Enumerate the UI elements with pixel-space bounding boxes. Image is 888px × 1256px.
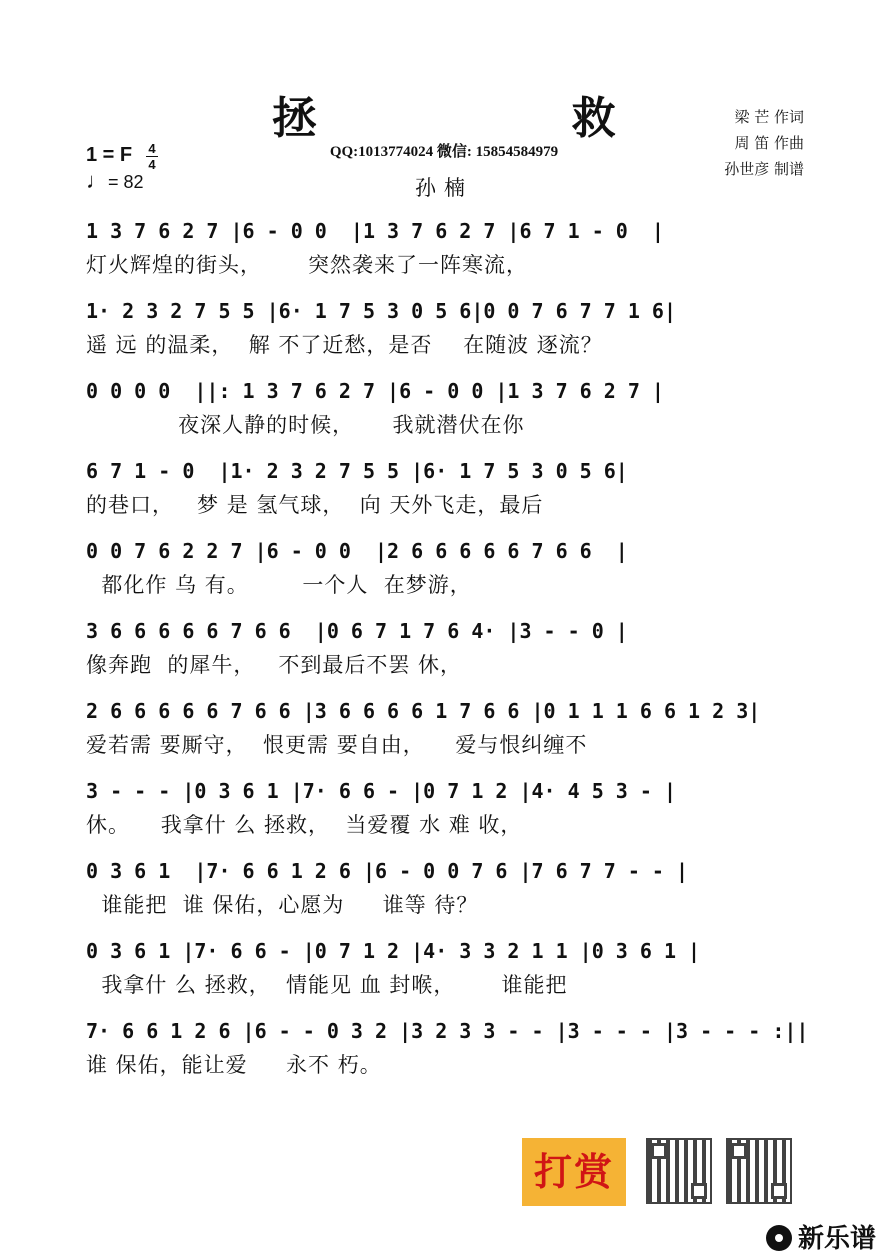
notation-line: 1· 2 3 2 7 5 5 |6· 1 7 5 3 0 5 6|0 0 7 6 7 7 1 6| — [86, 299, 677, 323]
time-bottom: 4 — [148, 157, 156, 172]
notation-line: 0 3 6 1 |7· 6 6 1 2 6 |6 - 0 0 7 6 |7 6 7 7 - - | — [86, 859, 689, 883]
arranger: 孙世彦 制谱 — [724, 160, 804, 178]
lyrics-line: 都化作 乌 有。 一个人 在梦游， — [86, 573, 472, 597]
tempo-marking — [86, 168, 144, 194]
brand-name: 新乐谱 — [797, 1224, 876, 1254]
lyrics-line: 的巷口， 梦 是 氢气球， 向 天外飞走，最后 — [86, 493, 544, 517]
notation-line: 3 - - - |0 3 6 1 |7· 6 6 - |0 7 1 2 |4· 4 5 3 - | — [86, 779, 677, 803]
lyricist: 梁 芒 作词 — [734, 108, 804, 126]
score-row — [86, 214, 808, 282]
notation-line: 0 0 0 0 ||: 1 3 7 6 2 7 |6 - 0 0 |1 3 7 6 2 7 | — [86, 379, 664, 403]
lyrics-line: 遥 远 的温柔， 解 不了近愁，是否 在随波 逐流？ — [86, 333, 603, 357]
lyrics-line: 我拿什 么 拯救， 情能见 血 封喉， 谁能把 — [86, 973, 568, 997]
contact-info: QQ:1013774024 微信: 15854584979 — [329, 144, 559, 160]
lyrics-line: 爱若需 要厮守， 恨更需 要自由， 爱与恨纠缠不 — [86, 733, 588, 757]
key-signature: 1 = F — [86, 144, 133, 166]
lyrics-line: 灯火辉煌的街头， 突然袭来了一阵寒流， — [86, 253, 529, 277]
score-row — [86, 694, 808, 762]
qr-code-2-icon — [726, 1138, 792, 1204]
reward-button[interactable]: 打赏 — [522, 1138, 626, 1206]
score-row — [86, 454, 808, 522]
tempo-value: = 82 — [108, 172, 144, 192]
qr-code-1-icon — [646, 1138, 712, 1204]
quarter-note-icon: ♩ — [86, 168, 108, 193]
song-title: 拯 救 — [272, 93, 736, 144]
notation-line: 3 6 6 6 6 6 7 6 6 |0 6 7 1 7 6 4· |3 - - 0 | — [86, 619, 628, 643]
score-row — [86, 374, 808, 442]
singer-name: 孙楠 — [415, 176, 473, 200]
vinyl-disc-icon — [766, 1225, 792, 1251]
notation-line: 1 3 7 6 2 7 |6 - 0 0 |1 3 7 6 2 7 |6 7 1 - 0 | — [86, 219, 664, 243]
notation-line: 6 7 1 - 0 |1· 2 3 2 7 5 5 |6· 1 7 5 3 0 5 6| — [86, 459, 628, 483]
time-signature — [146, 142, 158, 171]
lyrics-line: 谁能把 谁 保佑，心愿为 谁等 待？ — [86, 893, 479, 917]
score-row — [86, 614, 808, 682]
notation-line: 7· 6 6 1 2 6 |6 - - 0 3 2 |3 2 3 3 - - |3 - - - |3 - - - :|| — [86, 1019, 809, 1043]
score-row — [86, 294, 808, 362]
notation-line: 0 0 7 6 2 2 7 |6 - 0 0 |2 6 6 6 6 6 7 6 6 | — [86, 539, 628, 563]
score-row — [86, 774, 808, 842]
lyrics-line: 夜深人静的时候， 我就潜伏在你 — [86, 413, 525, 437]
score-row — [86, 534, 808, 602]
lyrics-line: 谁 保佑，能让爱 永不 朽。 — [86, 1053, 382, 1077]
lyrics-line: 休。 我拿什 么 拯救， 当爱覆 水 难 收， — [86, 813, 523, 837]
time-top: 4 — [148, 141, 156, 156]
notation-line: 2 6 6 6 6 6 7 6 6 |3 6 6 6 6 1 7 6 6 |0 1 1 1 6 6 1 2 3| — [86, 699, 761, 723]
lyrics-line: 像奔跑 的犀牛， 不到最后不罢 休， — [86, 653, 463, 677]
credits — [724, 104, 804, 182]
score-row — [86, 854, 808, 922]
score-row — [86, 1014, 808, 1082]
brand-logo — [766, 1218, 876, 1255]
composer: 周 笛 作曲 — [734, 134, 804, 152]
notation-line: 0 3 6 1 |7· 6 6 - |0 7 1 2 |4· 3 3 2 1 1 |0 3 6 1 | — [86, 939, 701, 963]
score-row — [86, 934, 808, 1002]
